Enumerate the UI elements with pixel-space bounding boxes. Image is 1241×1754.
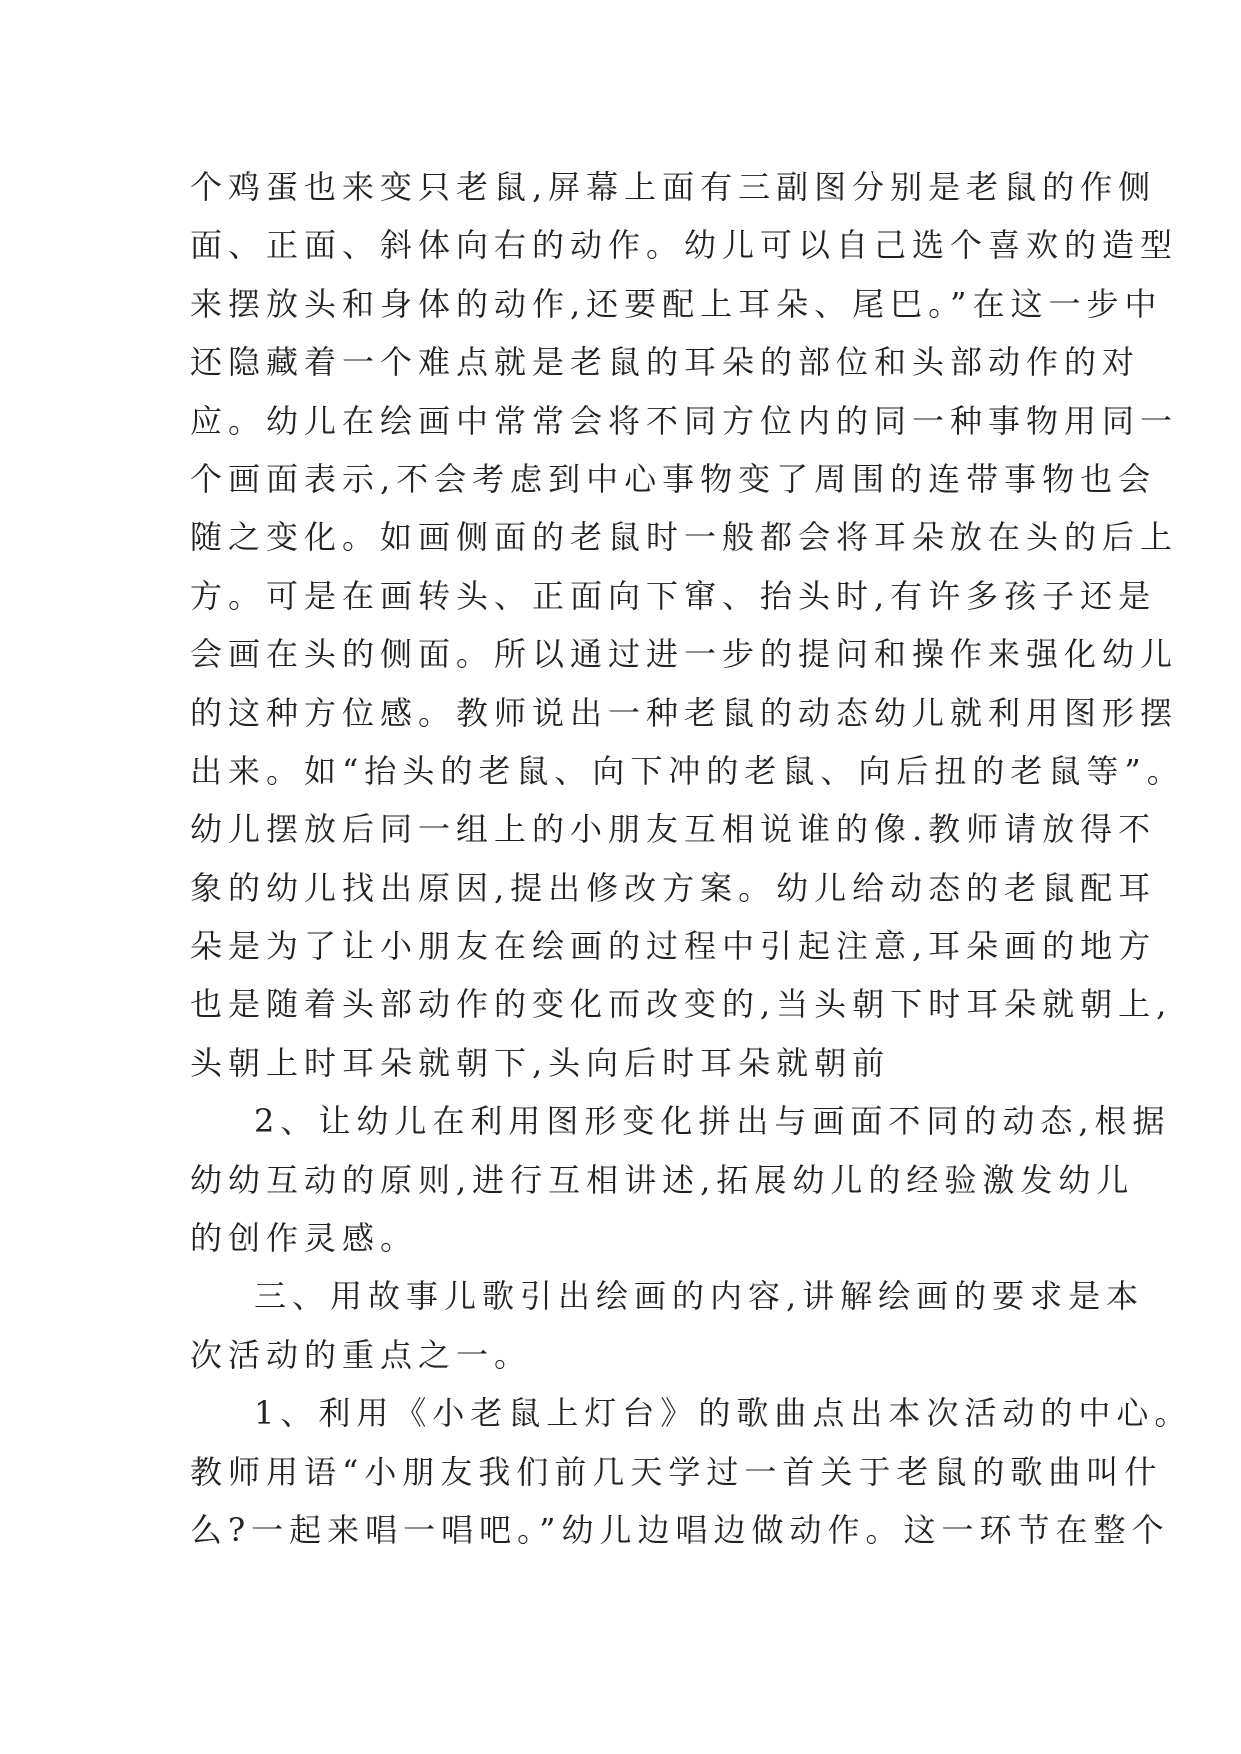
text-line: 随之变化。如画侧面的老鼠时一般都会将耳朵放在头的后上: [190, 518, 1179, 557]
paragraph-start-line: 1、利用《小老鼠上灯台》的歌曲点出本次活动的中心。: [254, 1394, 1193, 1433]
document-body: [190, 158, 1193, 1559]
text-line: 方。可是在画转头、正面向下窜、抬头时,有许多孩子还是: [190, 576, 1157, 615]
text-line: 幼儿摆放后同一组上的小朋友互相说谁的像.教师请放得不: [190, 810, 1157, 849]
text-line: 的创作灵感。: [190, 1219, 419, 1258]
text-line: 个画面表示,不会考虑到中心事物变了周围的连带事物也会: [190, 459, 1157, 498]
section-heading-line: 三、用故事儿歌引出绘画的内容,讲解绘画的要求是本: [254, 1277, 1145, 1316]
text-line: 朵是为了让小朋友在绘画的过程中引起注意,耳朵画的地方: [190, 927, 1157, 966]
text-line: 面、正面、斜体向右的动作。幼儿可以自己选个喜欢的造型: [190, 226, 1179, 265]
text-line: 么?一起来唱一唱吧。”幼儿边唱边做动作。这一环节在整个: [190, 1510, 1170, 1549]
text-line: 次活动的重点之一。: [190, 1335, 533, 1374]
text-line: 头朝上时耳朵就朝下,头向后时耳朵就朝前: [190, 1043, 891, 1082]
text-line: 个鸡蛋也来变只老鼠,屏幕上面有三副图分别是老鼠的作侧: [190, 168, 1157, 206]
text-line: 也是随着头部动作的变化而改变的,当头朝下时耳朵就朝上,: [190, 985, 1173, 1024]
text-line: 来摆放头和身体的动作,还要配上耳朵、尾巴。”在这一步中: [190, 284, 1163, 323]
text-line: 幼幼互动的原则,进行互相讲述,拓展幼儿的经验激发幼儿: [190, 1160, 1135, 1199]
text-line: 应。幼儿在绘画中常常会将不同方位内的同一种事物用同一: [190, 401, 1179, 440]
text-line: 还隐藏着一个难点就是老鼠的耳朵的部位和头部动作的对: [190, 343, 1141, 382]
text-line: 教师用语“小朋友我们前几天学过一首关于老鼠的歌曲叫什: [190, 1452, 1163, 1491]
text-line: 会画在头的侧面。所以通过进一步的提问和操作来强化幼儿: [190, 635, 1179, 674]
text-line: 象的幼儿找出原因,提出修改方案。幼儿给动态的老鼠配耳: [190, 868, 1157, 907]
text-line: 的这种方位感。教师说出一种老鼠的动态幼儿就利用图形摆: [190, 693, 1179, 732]
paragraph-start-line: 2、让幼儿在利用图形变化拼出与画面不同的动态,根据: [254, 1102, 1171, 1141]
text-line: 出来。如“抬头的老鼠、向下冲的老鼠、向后扭的老鼠等”。: [190, 751, 1185, 790]
